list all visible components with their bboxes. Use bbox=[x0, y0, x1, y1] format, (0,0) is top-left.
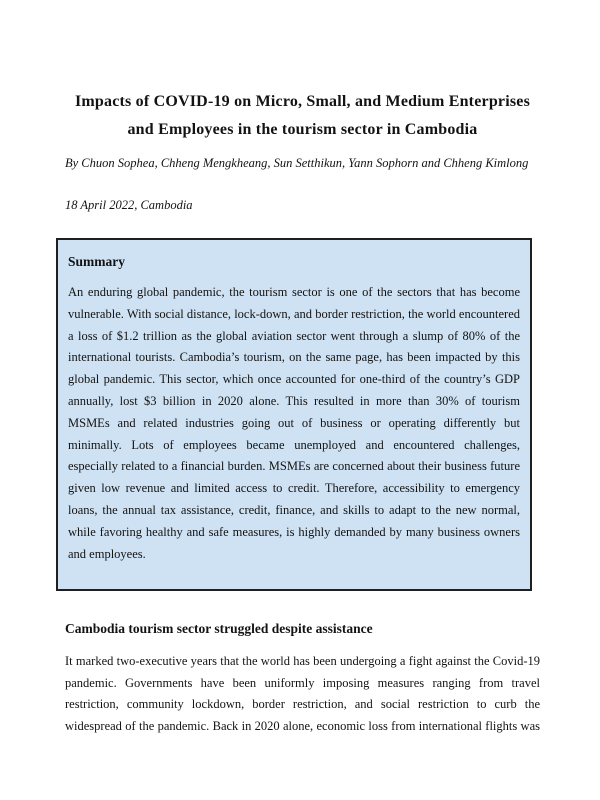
summary-body-text: An enduring global pandemic, the tourism sector is one of the sectors that has become vulnerable. With social distance, lock-down, and border restriction, the world encountered a loss of $1.2 trillion as the global aviation sector went through a slump of 80% of the international tourists. Cambodia’s tourism, on the same page, has been impacted by this global pandemic. This sector, which once accounted for one-third of the country’s GDP annually, lost $3 billion in 2020 alone. This resulted in more than 30% of tourism MSMEs and related industries going out of business or operating differently but minimally. Lots of employees became unemployed and encountered challenges, especially related to a financial burden. MSMEs are concerned about their business future given low revenue and limited access to credit. Therefore, accessibility to emergency loans, the annual tax assistance, credit, finance, and skills to adapt to the new normal, while favoring healthy and safe measures, is highly demanded by many business owners and employees. bbox=[68, 285, 520, 561]
document-title-line2: and Employees in the tourism sector in Cambodia bbox=[127, 121, 478, 138]
section-body-text: It marked two-executive years that the world has been undergoing a fight against the Covid-19 pandemic. Governments have been uniformly imposing measures ranging from travel restriction, community lockdown, border restriction, and social restriction to curb the widespread of the pandemic. Back in 2020 alone, economic loss from international flights was bbox=[65, 654, 540, 733]
section-heading: Cambodia tourism sector struggled despite assistance bbox=[65, 621, 373, 637]
document-title-line1: Impacts of COVID-19 on Micro, Small, and Medium Enterprises bbox=[74, 93, 531, 110]
summary-box bbox=[56, 238, 532, 591]
byline: By Chuon Sophea, Chheng Mengkheang, Sun Setthikun, Yann Sophorn and Chheng Kimlong bbox=[65, 156, 529, 170]
dateline: 18 April 2022, Cambodia bbox=[65, 198, 193, 212]
summary-heading: Summary bbox=[68, 254, 125, 269]
document-title bbox=[65, 88, 540, 144]
